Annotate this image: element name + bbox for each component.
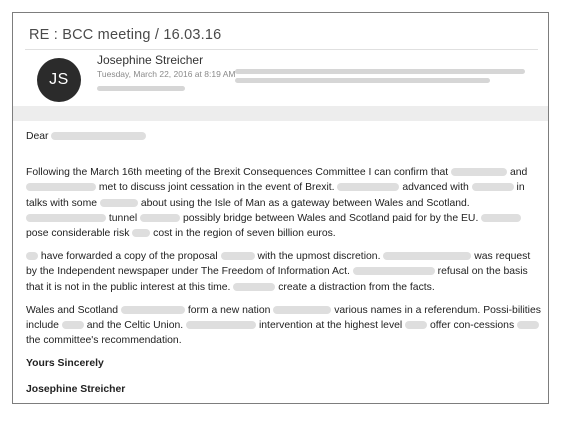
email-window [12, 12, 549, 404]
redaction-bar [140, 214, 180, 222]
avatar[interactable]: JS [37, 58, 81, 102]
redaction-bar [26, 183, 96, 191]
body-text: pose considerable risk [26, 228, 130, 240]
redaction-bar [451, 168, 507, 176]
body-text: advanced with [402, 182, 469, 194]
body-text: various names in a referendum. Possi-bilities include [26, 304, 541, 332]
redaction-bar [132, 229, 150, 237]
redaction-bar [97, 86, 185, 91]
sent-date: Tuesday, March 22, 2016 at 8:19 AM [97, 69, 236, 79]
redaction-bar [235, 69, 525, 74]
redaction-bar [26, 214, 106, 222]
redaction-bar [235, 78, 490, 83]
body-text: Following the March 16th meeting of the Brexit Consequences Committee I can confirm that [26, 167, 449, 179]
body-text: offer con-cessions [430, 320, 515, 332]
body-text: intervention at the highest level [258, 320, 403, 332]
redaction-bar [100, 199, 138, 207]
body-text: with the upmost discretion. [257, 251, 381, 263]
body-text: cost in the region of seven billion euros. [153, 228, 336, 240]
body-text: have forwarded a copy of the proposal [40, 251, 218, 263]
header-separator [13, 106, 548, 121]
paragraph-3 [26, 303, 544, 349]
body-text: refusal on the basis that it is not in the public interest at this time. [26, 266, 528, 293]
email-body [26, 129, 544, 404]
body-text: create a distraction from the facts. [278, 281, 435, 293]
redaction-bar [481, 214, 521, 222]
redaction-bar [121, 306, 185, 314]
redaction-bar [337, 183, 399, 191]
redaction-bar [472, 183, 514, 191]
redaction-bar [517, 321, 539, 329]
body-text: tunnel [108, 212, 138, 224]
redaction-bar [273, 306, 331, 314]
redaction-bar [51, 132, 146, 140]
body-text: was request by the Independent newspaper under The Freedom of Information Act. [26, 251, 531, 278]
signature: Josephine Streicher [26, 383, 126, 395]
body-text: and [509, 167, 528, 179]
redaction-bar [62, 321, 84, 329]
salutation-line [26, 129, 544, 144]
redaction-bar [405, 321, 427, 329]
body-text: in talks with some [26, 182, 525, 209]
redaction-bar [383, 252, 471, 260]
body-text: and the Celtic Union. [86, 320, 184, 332]
email-subject: RE : BCC meeting / 16.03.16 [29, 27, 222, 43]
paragraph-1 [26, 165, 544, 241]
sender-name[interactable]: Josephine Streicher [97, 53, 204, 67]
body-text: form a new nation [187, 304, 271, 316]
body-text: the committee's recommendation. [26, 335, 182, 347]
salutation: Dear [26, 131, 49, 142]
redaction-bar [233, 283, 275, 291]
redaction-bar [353, 267, 435, 275]
redaction-bar [26, 252, 38, 260]
redacted-recipients [235, 69, 535, 87]
body-text: possibly bridge between Wales and Scotland paid for by the EU. [182, 212, 479, 224]
body-text: met to discuss joint cessation in the event of Brexit. [98, 182, 335, 194]
closing: Yours Sincerely [26, 358, 104, 370]
redaction-bar [186, 321, 256, 329]
redaction-bar [221, 252, 255, 260]
paragraph-2 [26, 249, 544, 295]
body-text: Wales and Scotland [26, 304, 119, 316]
subject-divider [25, 49, 538, 50]
body-text: about using the Isle of Man as a gateway between Wales and Scotland. [140, 197, 470, 209]
